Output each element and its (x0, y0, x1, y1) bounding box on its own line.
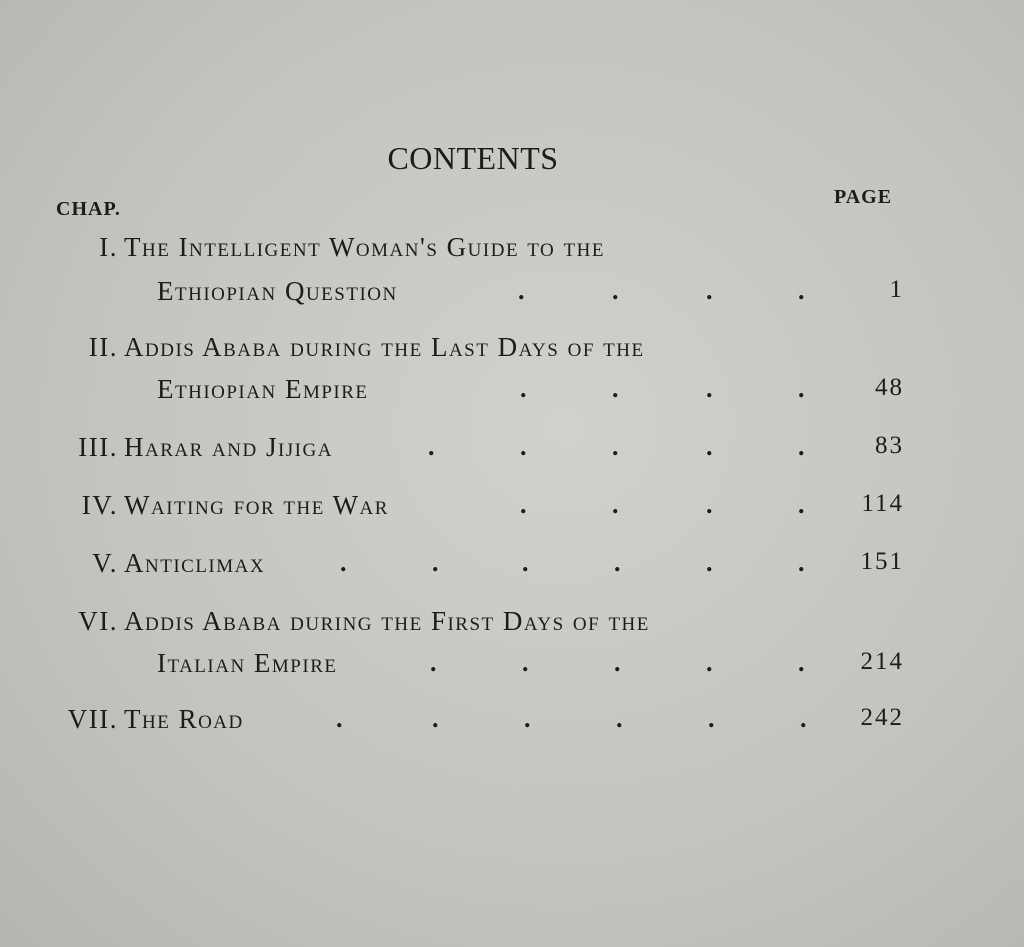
chapter-number: VI. (78, 606, 118, 636)
chapter-title: The Intelligent Woman's Guide to the (124, 232, 605, 262)
toc-entry-6[interactable] (0, 606, 1024, 646)
chapter-title: Addis Ababa during the Last Days of the (124, 332, 645, 362)
chapter-title: Addis Ababa during the First Days of the (124, 606, 650, 636)
page-number: 242 (860, 704, 904, 731)
page-number: 114 (861, 490, 904, 517)
chapter-title: Anticlimax (124, 548, 266, 578)
chapter-number: II. (88, 332, 118, 362)
page-number: 48 (875, 374, 904, 401)
chapter-title-cont: Ethiopian Empire (157, 374, 369, 404)
chapter-title: The Road (124, 704, 244, 734)
toc-entry-7[interactable]: VII. The Road . . . . . . 242 (67, 704, 904, 734)
chapter-title-cont: Italian Empire (157, 648, 338, 678)
chapter-title-cont: Ethiopian Question (157, 276, 398, 306)
chapter-number: IV. (81, 490, 118, 520)
toc-entry-2[interactable] (0, 332, 1024, 372)
chapter-title: Harar and Jijiga (124, 432, 333, 462)
chap-column-header: CHAP. (56, 198, 121, 220)
toc-entry-6-cont[interactable]: Italian Empire . . . . . 214 (157, 648, 904, 678)
chapter-number: VII. (67, 704, 118, 734)
chapter-number: V. (92, 548, 118, 578)
chapter-number: I. (99, 232, 118, 262)
toc-entry-1-cont[interactable]: Ethiopian Question . . . . 1 (157, 276, 904, 306)
toc-entry-3[interactable]: III. Harar and Jijiga . . . . . 83 (78, 432, 904, 462)
toc-entry-4[interactable]: IV. Waiting for the War . . . . 114 (81, 490, 904, 520)
chapter-title: Waiting for the War (124, 490, 389, 520)
page-column-header: PAGE (834, 186, 893, 208)
chapter-number: III. (78, 432, 118, 462)
page-number: 214 (860, 648, 904, 675)
toc-entry-2-cont[interactable]: Ethiopian Empire . . . . 48 (157, 374, 904, 404)
toc-entry-5[interactable]: V. Anticlimax . . . . . . 151 (92, 548, 904, 578)
toc-entry-1[interactable] (0, 232, 1024, 272)
page-number: 1 (889, 276, 904, 303)
page-number: 151 (860, 548, 904, 575)
page-title: CONTENTS (387, 140, 559, 176)
page-number: 83 (875, 432, 904, 459)
